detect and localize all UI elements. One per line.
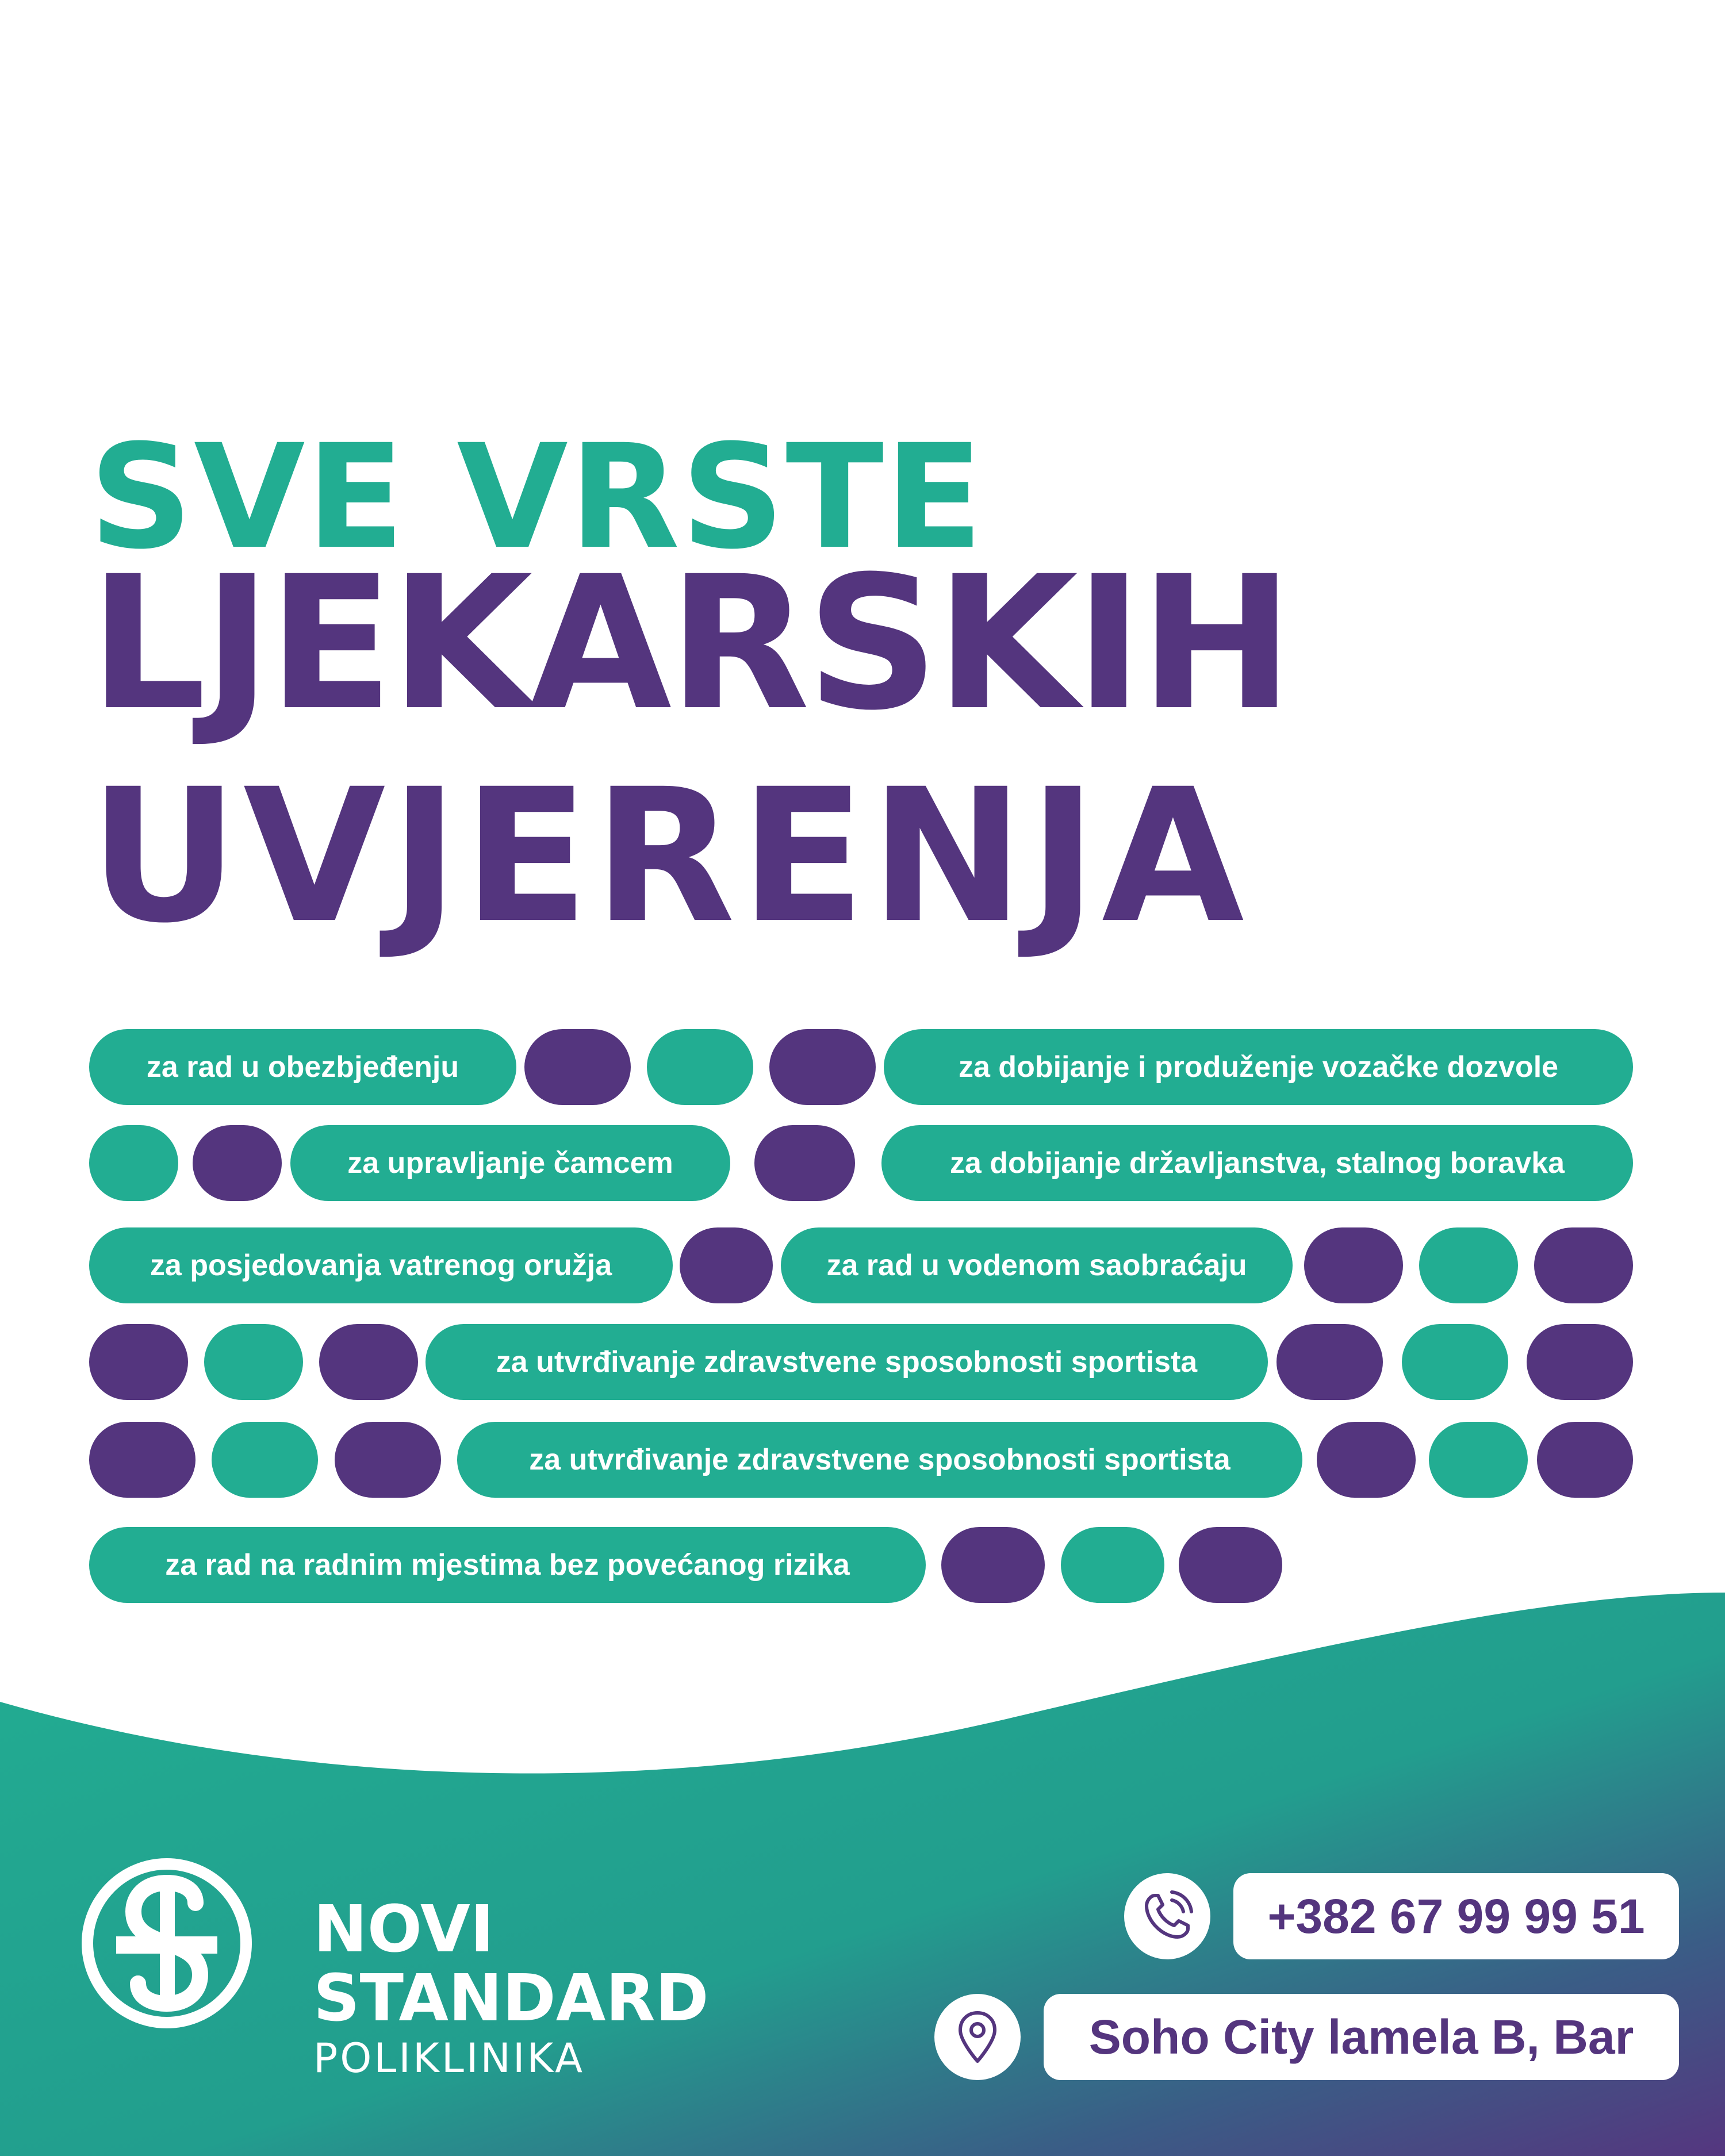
address-text: Soho City lamela B, Bar <box>1088 2009 1634 2064</box>
service-label: za dobijanje i produženje vozačke dozvole <box>958 1050 1559 1084</box>
service-label: za rad u obezbjeđenju <box>146 1050 459 1084</box>
service-label: za utvrđivanje zdravstvene sposobnosti sportista <box>496 1345 1198 1379</box>
address <box>1044 1994 1679 2080</box>
brand-name-line-2: STANDARD <box>313 1961 709 2036</box>
brand-name-line-1: NOVI <box>313 1892 494 1967</box>
headline-line-1: SVE VRSTE <box>89 413 984 581</box>
phone-number[interactable] <box>1233 1873 1679 1959</box>
headline-line-2: LJEKARSKIH <box>89 537 1290 751</box>
service-label: za rad u vodenom saobraćaju <box>826 1249 1247 1282</box>
novi-standard-logo-icon <box>80 1857 253 2030</box>
brand-subtitle: POLIKLINIKA <box>313 2035 585 2082</box>
service-label: za rad na radnim mjestima bez povećanog rizika <box>165 1548 850 1582</box>
headline-line-3: UVJERENJA <box>89 750 1249 964</box>
service-label: za posjedovanja vatrenog oružja <box>150 1249 612 1282</box>
phone-icon <box>1124 1873 1210 1959</box>
service-label: za upravljanje čamcem <box>347 1146 673 1180</box>
service-label: za utvrđivanje zdravstvene sposobnosti sportista <box>529 1443 1230 1476</box>
service-label: za dobijanje državljanstva, stalnog boravka <box>949 1146 1565 1180</box>
phone-number-text: +382 67 99 99 51 <box>1267 1889 1645 1943</box>
location-pin-icon <box>934 1994 1021 2080</box>
